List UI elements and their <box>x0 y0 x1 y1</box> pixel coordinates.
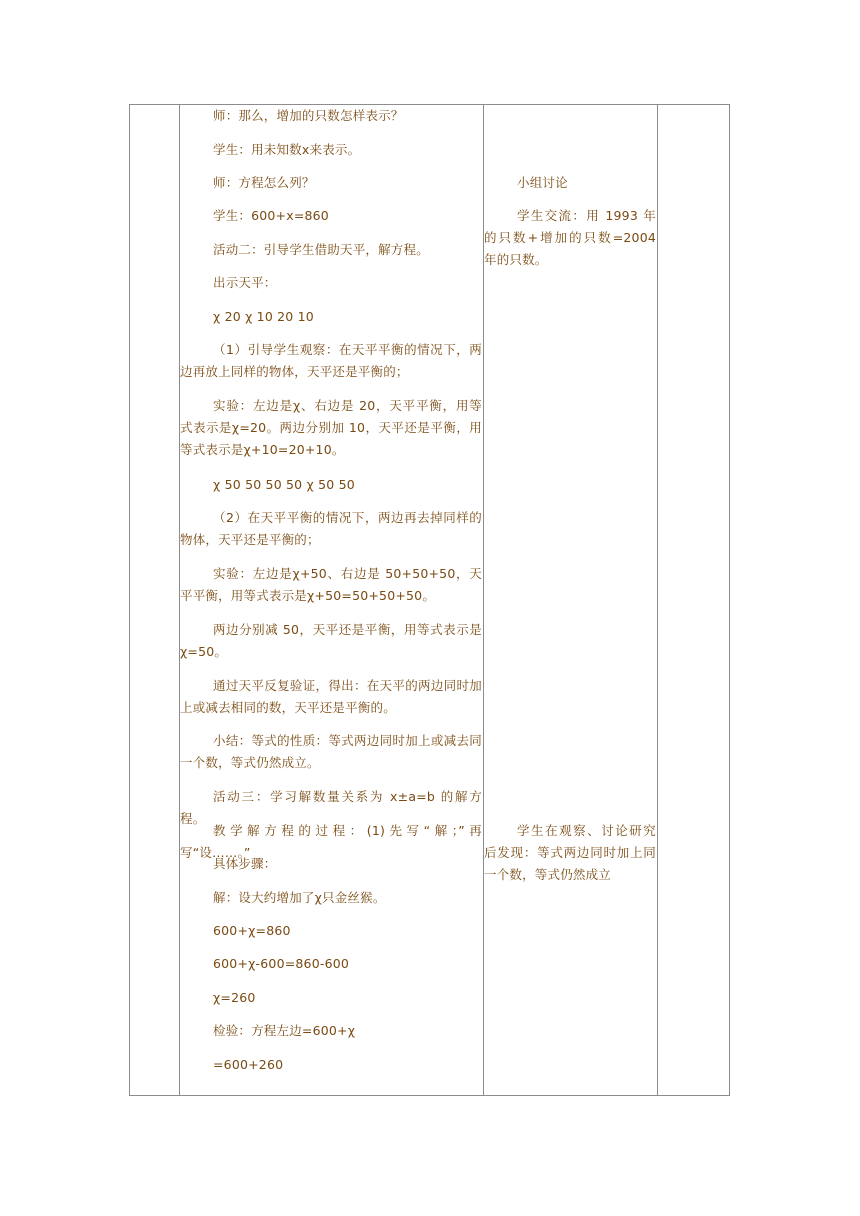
paragraph: 教学解方程的过程：(1)先写“解；”再写“设……。” <box>180 823 482 860</box>
paragraph: 实验：左边是χ、右边是 20，天平平衡，用等式表示是χ=20。两边分别加 10，天平还是平衡，用等式表示是χ+10=20+10。 <box>180 398 482 457</box>
column-divider <box>657 105 658 1095</box>
paragraph: 学生：600+x=860 <box>213 208 329 223</box>
paragraph: 活动三：学习解数量关系为 x±a=b 的解方程。 <box>180 789 482 826</box>
paragraph: （2）在天平平衡的情况下，两边再去掉同样的物体，天平还是平衡的； <box>180 510 482 547</box>
paragraph: 通过天平反复验证，得出：在天平的两边同时加上或减去相同的数，天平还是平衡的。 <box>180 678 482 715</box>
paragraph: 活动二：引导学生借助天平，解方程。 <box>213 242 429 257</box>
paragraph: 小组讨论 <box>517 175 568 190</box>
paragraph: 两边分别减 50，天平还是平衡，用等式表示是χ=50。 <box>180 622 482 659</box>
paragraph: 学生在观察、讨论研究后发现：等式两边同时加上同一个数，等式仍然成立 <box>484 823 656 882</box>
paragraph: 具体步骤： <box>213 856 277 871</box>
paragraph: 实验：左边是χ+50、右边是 50+50+50，天平平衡，用等式表示是χ+50=50+50+50。 <box>180 566 482 603</box>
summary-paragraph: 小结：等式的性质：等式两边同时加上或减去同一个数，等式仍然成立。 <box>180 733 482 770</box>
paragraph: （1）引导学生观察：在天平平衡的情况下，两边再放上同样的物体，天平还是平衡的； <box>180 342 482 379</box>
balance-values: χ 20 χ 10 20 10 <box>213 309 314 324</box>
solution-line: 600+χ=860 <box>213 923 291 938</box>
check-line: 检验：方程左边=600+χ <box>213 1023 356 1038</box>
solution-line: 600+χ-600=860-600 <box>213 956 350 971</box>
balance-values: χ 50 50 50 50 χ 50 50 <box>213 477 355 492</box>
paragraph: 学生交流：用 1993 年的只数+增加的只数=2004 年的只数。 <box>484 208 656 267</box>
paragraph: 出示天平： <box>213 275 277 290</box>
paragraph: 师：方程怎么列？ <box>213 175 315 190</box>
solution-line: χ=260 <box>213 990 256 1005</box>
check-line: =600+260 <box>213 1057 284 1072</box>
paragraph: 师：那么，增加的只数怎样表示？ <box>213 108 404 123</box>
paragraph: 学生：用未知数x来表示。 <box>213 142 361 157</box>
solution-line: 解：设大约增加了χ只金丝猴。 <box>213 890 386 905</box>
